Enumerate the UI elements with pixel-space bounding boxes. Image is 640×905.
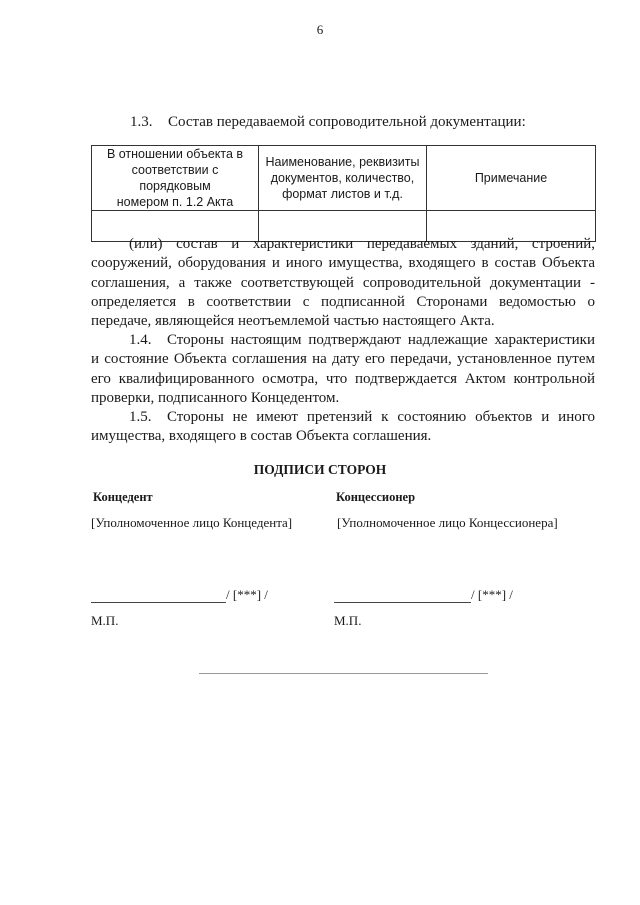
grantor-seal-mark: М.П. — [91, 613, 119, 628]
header-line: номером п. 1.2 Акта — [116, 195, 234, 209]
header-line: Наименование, реквизиты — [265, 155, 420, 169]
signatures-title: ПОДПИСИ СТОРОН — [253, 462, 387, 477]
documentation-table — [91, 145, 596, 242]
paragraph-line — [91, 331, 595, 350]
signature-blank[interactable] — [334, 588, 471, 603]
section-title: Состав передаваемой сопроводительной документации: — [168, 114, 526, 130]
paragraph-line — [91, 408, 595, 427]
concessionaire-seal-mark: М.П. — [334, 613, 362, 628]
concessionaire-signature-line — [334, 587, 513, 603]
table-header-row — [92, 146, 596, 211]
item-number: 1.4. — [129, 332, 152, 348]
header-object-reference — [92, 146, 259, 211]
paragraph-line: передаче, являющейся неотъемлемой частью настоящего Акта. — [91, 313, 495, 330]
footer-divider — [199, 673, 488, 674]
page-number: 6 — [316, 22, 324, 37]
paragraph-line: и состояние Объекта соглашения на дату его передачи, установленное путем — [91, 351, 595, 368]
grantor-signature-line — [91, 587, 268, 603]
header-notes — [427, 146, 596, 211]
paragraph-line: имущества, входящего в состав Объекта соглашения. — [91, 428, 432, 445]
header-line: документов, количество, — [270, 171, 415, 185]
signature-suffix: / [***] / — [471, 587, 513, 602]
paragraph-line-text: Стороны не имеют претензий к состоянию объектов и иного — [167, 409, 595, 425]
paragraph-line: определяется в соответствии с подписанной Сторонами ведомостью о — [91, 293, 595, 310]
section-number: 1.3. — [130, 114, 153, 130]
section-heading — [130, 114, 526, 131]
paragraph-line: соглашения, а также соответствующей сопроводительной документации - — [91, 274, 595, 291]
item-number: 1.5. — [129, 409, 152, 425]
concessionaire-label: Концессионер — [336, 490, 416, 504]
paragraph-line: его квалифицированного осмотра, что подтверждается Актом контрольной — [91, 370, 595, 387]
header-line: соответствии с порядковым — [131, 163, 219, 193]
paragraph-line: проверки, подписанного Концедентом. — [91, 389, 340, 406]
concessionaire-representative: [Уполномоченное лицо Концессионера] — [337, 515, 558, 530]
header-line: В отношении объекта в — [106, 147, 244, 161]
grantor-label: Концедент — [93, 490, 153, 504]
paragraph-1-5 — [91, 408, 595, 447]
signature-suffix: / [***] / — [226, 587, 268, 602]
paragraph-1-4 — [91, 331, 595, 408]
paragraph-line-text: Стороны настоящим подтверждают надлежащие характеристики — [167, 332, 595, 348]
paragraph-composition — [91, 235, 595, 331]
header-line: формат листов и т.д. — [282, 187, 403, 201]
grantor-representative: [Уполномоченное лицо Концедента] — [91, 515, 293, 530]
header-document-details — [259, 146, 427, 211]
paragraph-line: сооружений, оборудования и иного имущества, входящего в состав Объекта — [91, 255, 595, 272]
paragraph-line: (или) состав и характеристики передаваемых зданий, строений, — [129, 236, 595, 252]
header-line: Примечание — [474, 171, 548, 185]
signature-blank[interactable] — [91, 588, 226, 603]
